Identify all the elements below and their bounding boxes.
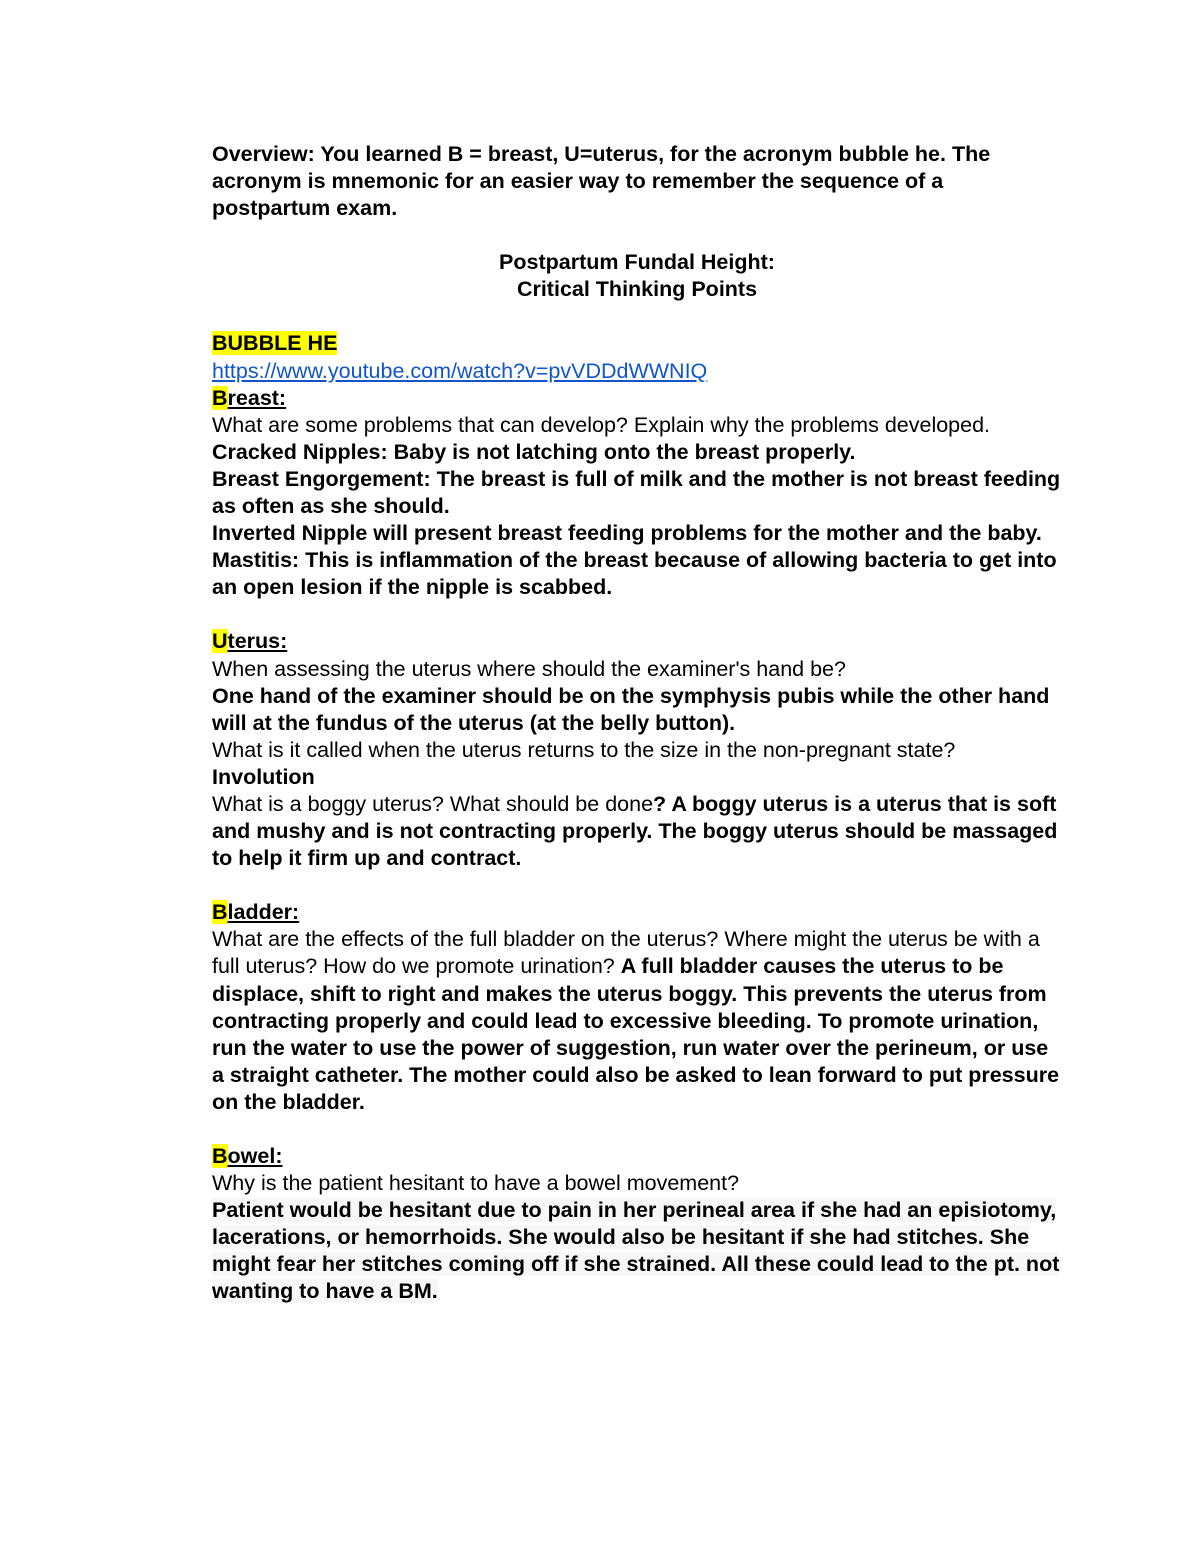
acronym-heading-text: BUBBLE HE: [212, 331, 338, 356]
overview-paragraph: Overview: You learned B = breast, U=uterus, for the acronym bubble he. The acronym is mnemonic for an easier way to remember the sequence of a postpartum exam.: [212, 142, 991, 221]
bladder-heading-rest: ladder:: [227, 900, 300, 925]
breast-answer-2: Breast Engorgement: The breast is full of milk and the mother is not breast feeding as often as she should.: [212, 466, 1061, 519]
breast-answer-4: Mastitis: This is inflammation of the breast because of allowing bacteria to get into an open lesion if the nipple is scabbed.: [212, 548, 1057, 600]
video-link[interactable]: https://www.youtube.com/watch?v=pvVDDdWWNIQ: [212, 358, 708, 383]
bowel-question: Why is the patient hesitant to have a bowel movement?: [212, 1171, 740, 1196]
acronym-heading: [212, 330, 1062, 357]
video-link-line: [212, 358, 1062, 385]
uterus-qa-3: [212, 791, 1062, 872]
uterus-heading-letter: U: [212, 629, 228, 654]
bladder-heading: [212, 899, 1062, 926]
breast-answer-1: Cracked Nipples: Baby is not latching onto the breast properly.: [212, 439, 856, 464]
breast-answer-3: Inverted Nipple will present breast feeding problems for the mother and the baby.: [212, 521, 1042, 546]
spacer: [212, 222, 1062, 249]
bowel-heading: [212, 1143, 1062, 1170]
spacer: [212, 1116, 1062, 1143]
breast-question: What are some problems that can develop? Explain why the problems developed.: [212, 412, 991, 437]
breast-heading-rest: reast:: [227, 385, 287, 410]
bowel-heading-letter: B: [212, 1144, 228, 1168]
title-line-2: Critical Thinking Points: [516, 277, 758, 302]
uterus-heading-rest: terus:: [227, 629, 288, 654]
breast-heading: [212, 385, 1062, 412]
spacer: [212, 872, 1062, 899]
bowel-answer-text: Patient would be hesitant due to pain in her perineal area if she had an episiotomy, lacerations, or hemorrhoids. She would also be hesitant if she had stitches. She might fear her stitches coming off if she strained. All these could lead to the pt. not wanting to have a BM.: [212, 1198, 1060, 1304]
uterus-heading: [212, 628, 1062, 655]
uterus-answer-1: One hand of the examiner should be on the symphysis pubis while the other hand will at the fundus of the uterus (at the belly button).: [212, 683, 1050, 735]
bladder-question: What are the effects of the full bladder on the uterus? Where might the uterus be with a full uterus? How do we promote urination?: [212, 927, 1040, 979]
title-line-1: Postpartum Fundal Height:: [499, 250, 775, 275]
bowel-heading-rest: owel:: [227, 1144, 283, 1168]
uterus-question-3: What is a boggy uterus? What should be done: [212, 791, 654, 816]
spacer: [212, 303, 1062, 330]
bladder-answer: A full bladder causes the uterus to be displace, shift to right and makes the uterus boggy. This prevents the uterus from contracting properly and could lead to excessive bleeding. To promote urination, run the water to use the power of suggestion, run water over the perineum, or use a straight catheter. The mother could also be asked to lean forward to put pressure on the bladder.: [212, 954, 1060, 1114]
uterus-question-1: When assessing the uterus where should the examiner's hand be?: [212, 656, 846, 681]
bladder-qa: [212, 926, 1062, 1116]
document-body: [212, 141, 1062, 1306]
uterus-answer-3: ? A boggy uterus is a uterus that is soft and mushy and is not contracting properly. The boggy uterus should be massaged to help it firm up and contract.: [212, 791, 1058, 871]
uterus-question-2: What is it called when the uterus returns to the size in the non-pregnant state?: [212, 737, 956, 762]
spacer: [212, 601, 1062, 628]
uterus-answer-2: Involution: [212, 764, 315, 789]
bowel-answer: [212, 1197, 1062, 1305]
bladder-heading-letter: B: [212, 900, 228, 925]
breast-heading-letter: B: [212, 385, 228, 410]
